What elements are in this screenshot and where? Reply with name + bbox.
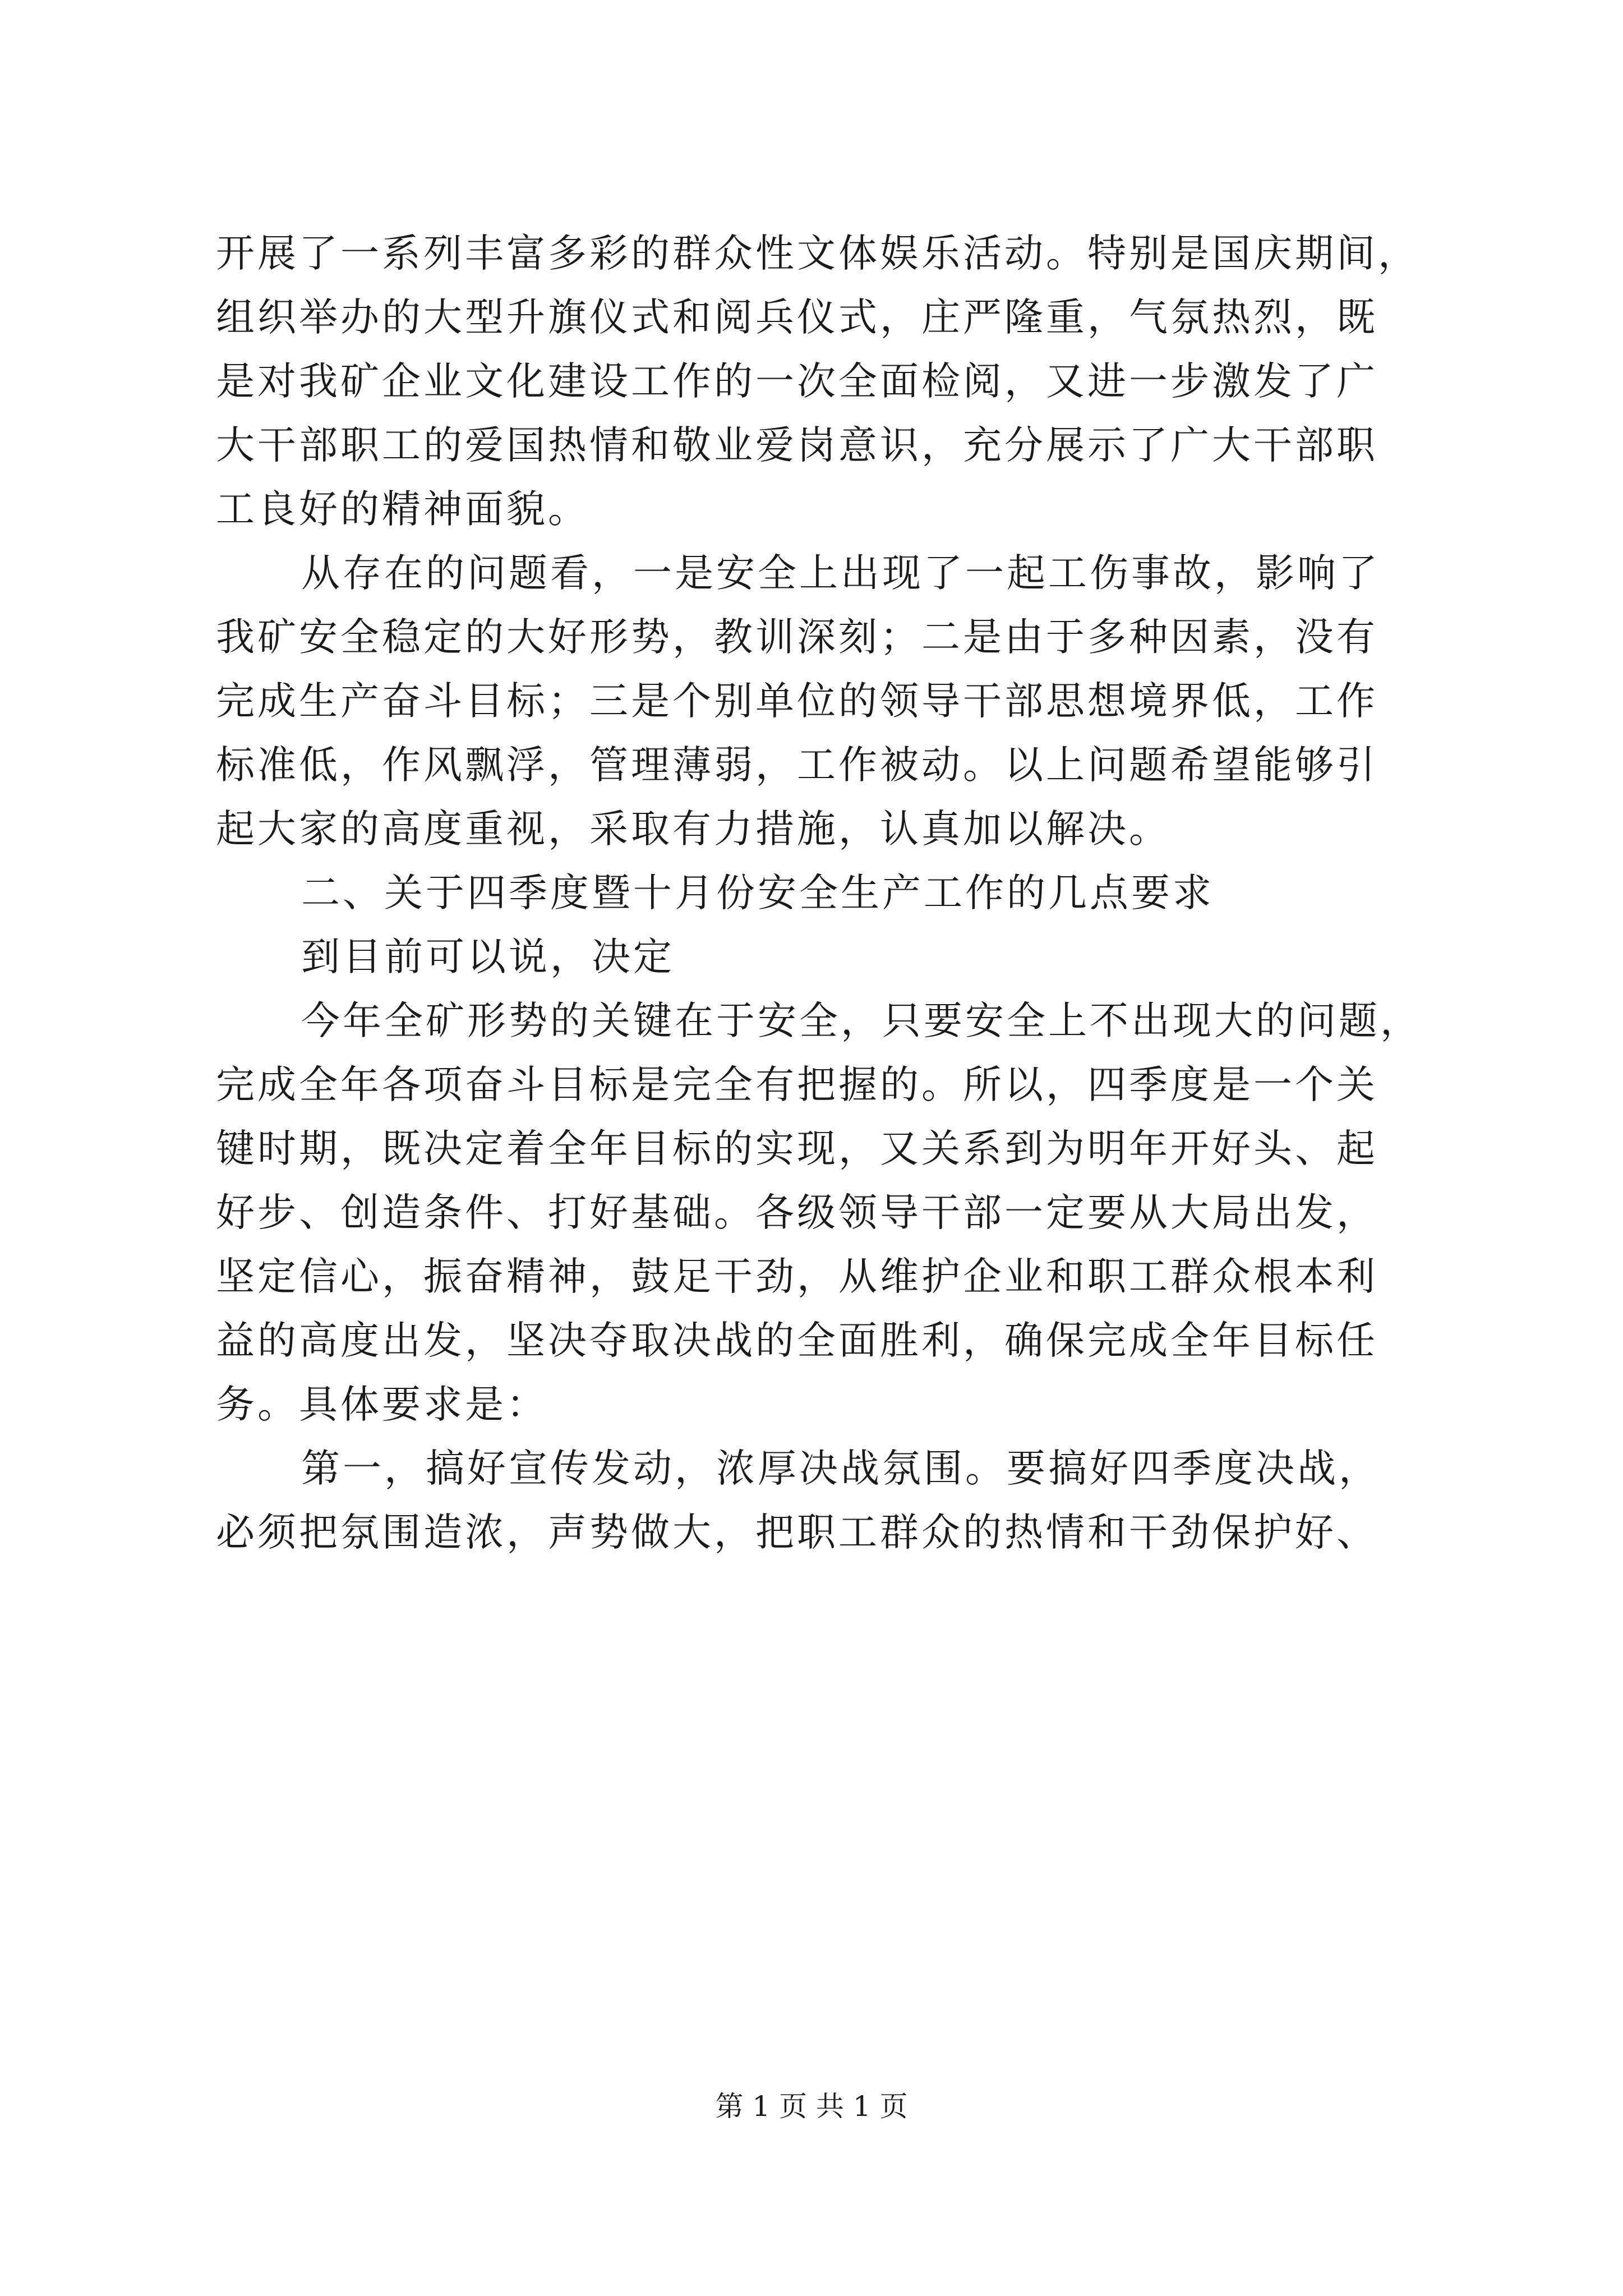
text-line: 坚定信心，振奋精神，鼓足干劲，从维护企业和职工群众根本利: [216, 1254, 1378, 1299]
text-line: 是对我矿企业文化建设工作的一次全面检阅，又进一步激发了广: [216, 359, 1378, 404]
text-line: 到目前可以说，决定: [301, 935, 675, 979]
text-line: 起大家的高度重视，采取有力措施，认真加以解决。: [216, 807, 1170, 852]
text-line: 开展了一系列丰富多彩的群众性文体娱乐活动。特别是国庆期间，: [216, 231, 1419, 276]
text-line: 组织举办的大型升旗仪式和阅兵仪式，庄严隆重，气氛热烈，既: [216, 295, 1378, 340]
text-line: 第一，搞好宣传发动，浓厚决战氛围。要搞好四季度决战，: [301, 1446, 1380, 1491]
text-line: 标准低，作风飘浮，管理薄弱，工作被动。以上问题希望能够引: [216, 743, 1378, 788]
text-line: 大干部职工的爱国热情和敬业爱岗意识，充分展示了广大干部职: [216, 423, 1378, 468]
text-line: 益的高度出发，坚决夺取决战的全面胜利，确保完成全年目标任: [216, 1318, 1378, 1363]
text-line: 工良好的精神面貌。: [216, 487, 589, 532]
text-line: 我矿安全稳定的大好形势，教训深刻；二是由于多种因素，没有: [216, 615, 1378, 660]
document-body: [216, 222, 1422, 1565]
text-line: 二、关于四季度暨十月份安全生产工作的几点要求: [301, 871, 1214, 915]
text-line: 从存在的问题看，一是安全上出现了一起工伤事故，影响了: [301, 551, 1380, 596]
text-line: 完成生产奋斗目标；三是个别单位的领导干部思想境界低，工作: [216, 679, 1378, 724]
text-line: 今年全矿形势的关键在于安全，只要安全上不出现大的问题，: [301, 999, 1422, 1043]
text-line: 必须把氛围造浓，声势做大，把职工群众的热情和干劲保护好、: [216, 1510, 1378, 1555]
text-line: 键时期，既决定着全年目标的实现，又关系到为明年开好头、起: [216, 1126, 1378, 1171]
text-line: 务。具体要求是：: [216, 1382, 548, 1427]
text-line: 完成全年各项奋斗目标是完全有把握的。所以，四季度是一个关: [216, 1062, 1378, 1107]
page-footer: 第 1 页 共 1 页: [715, 2090, 908, 2123]
text-line: 好步、创造条件、打好基础。各级领导干部一定要从大局出发，: [216, 1190, 1378, 1235]
